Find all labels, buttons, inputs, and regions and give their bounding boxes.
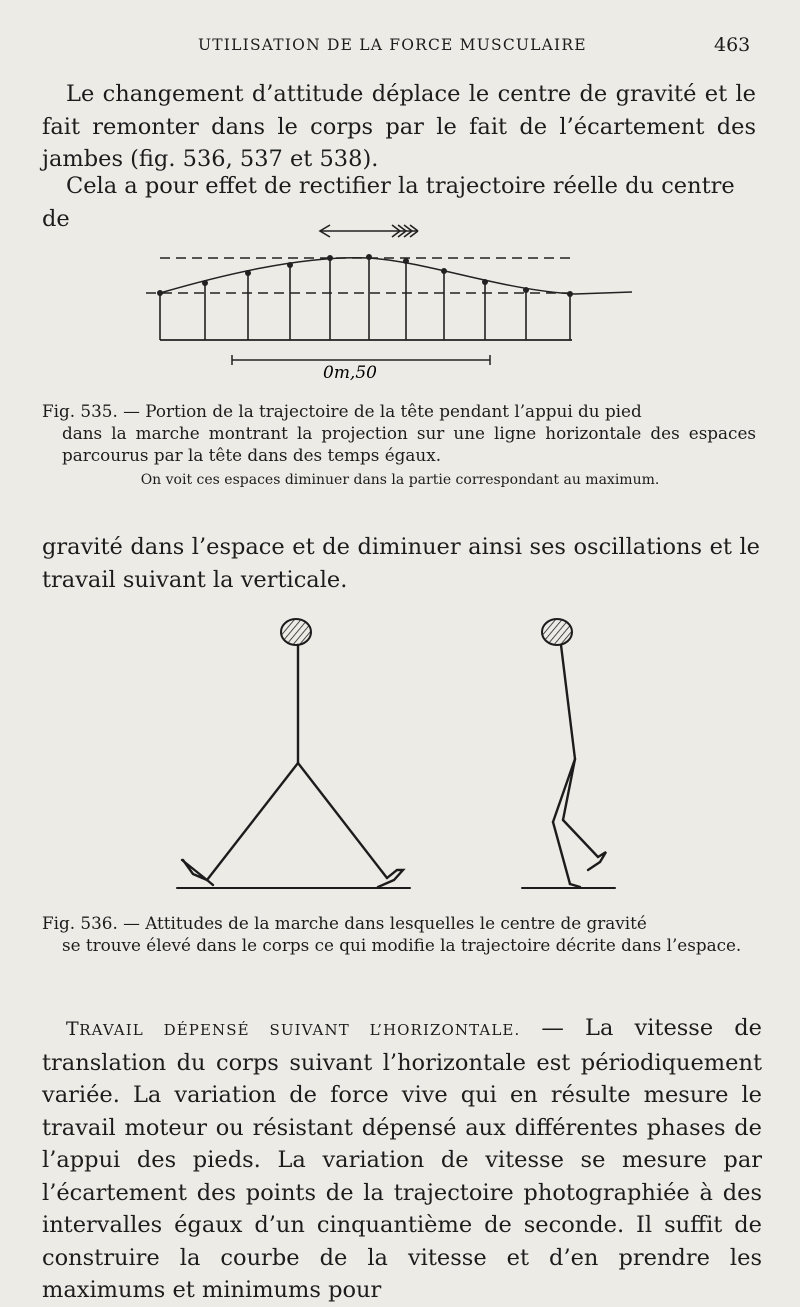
section-heading-initial: T bbox=[66, 1018, 80, 1040]
running-title: UTILISATION DE LA FORCE MUSCULAIRE bbox=[198, 36, 587, 54]
scale-label: 0m,50 bbox=[323, 363, 377, 383]
section-text: — La vitesse de translation du corps suivant l’horizontale est périodiquement variée. La variation de force vive qui en résulte mesure le travail moteur ou résistant dépensé aux différentes phases de l’appui des pieds. La variation de vitesse se mesure par l’écartement des points de la trajectoire photographiée à des intervalles égaux d’un cinquantième de seconde. Il suffit de construire la courbe de la vitesse et d’en prendre les maximums et minimums pour bbox=[42, 1015, 762, 1303]
figure-536-caption bbox=[42, 912, 762, 956]
paragraph-2: Cela a pour effet de rectifier la trajectoire réelle du centre de bbox=[42, 173, 735, 232]
figure-536-walking-attitudes bbox=[0, 612, 800, 902]
direction-arrow bbox=[320, 225, 418, 237]
figure-535-trajectory bbox=[0, 210, 800, 390]
figure-535-note: On voit ces espaces diminuer dans la partie correspondant au maximum. bbox=[140, 472, 660, 488]
figure-536-caption-lead: Fig. 536. — Attitudes de la marche dans lesquelles le centre de gravité bbox=[42, 913, 647, 933]
paragraph-1: Le changement d’attitude déplace le centre de gravité et le fait remonter dans le corps par le fait de l’écartement des jambes (fig. 536, 537 et 538). bbox=[42, 81, 756, 172]
section-heading: RAVAIL DÉPENSÉ SUIVANT L’HORIZONTALE. bbox=[79, 1021, 521, 1039]
page-number: 463 bbox=[714, 34, 751, 56]
projection-lines bbox=[160, 257, 570, 340]
figure-535-caption-lead: Fig. 535. — Portion de la trajectoire de la tête pendant l’appui du pied bbox=[42, 401, 642, 421]
stick-figure-legs-together bbox=[522, 619, 615, 888]
trajectory-curve bbox=[160, 258, 632, 294]
stick-figure-legs-apart bbox=[177, 619, 410, 888]
figure-535-caption bbox=[42, 400, 756, 466]
paragraph-3: gravité dans l’espace et de diminuer ainsi ses oscillations et le travail suivant la verticale. bbox=[42, 534, 760, 593]
figure-535-caption-rest: dans la marche montrant la projection sur une ligne horizontale des espaces parcourus par la tête dans des temps égaux. bbox=[62, 423, 756, 465]
figure-536-caption-rest: se trouve élevé dans le corps ce qui modifie la trajectoire décrite dans l’espace. bbox=[62, 935, 742, 955]
page-header bbox=[0, 36, 800, 60]
section-paragraph bbox=[42, 1012, 762, 1307]
trajectory-points bbox=[157, 254, 573, 297]
